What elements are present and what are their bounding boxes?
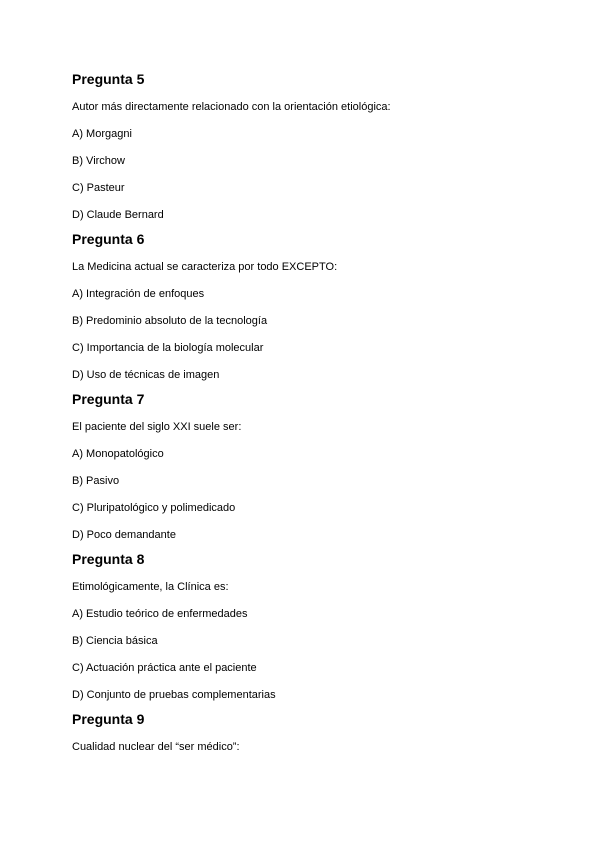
question-title: Pregunta 8 bbox=[72, 551, 145, 567]
answer-option-b: B) Virchow bbox=[72, 155, 125, 167]
question-text: La Medicina actual se caracteriza por todo EXCEPTO: bbox=[72, 261, 338, 273]
answer-option-c: C) Actuación práctica ante el paciente bbox=[72, 662, 257, 674]
answer-option-a: A) Estudio teórico de enfermedades bbox=[72, 608, 248, 620]
answer-option-b: B) Ciencia básica bbox=[72, 635, 158, 647]
question-title: Pregunta 5 bbox=[72, 71, 145, 87]
question-9 bbox=[72, 710, 542, 754]
question-text: El paciente del siglo XXI suele ser: bbox=[72, 421, 242, 433]
answer-option-a: A) Monopatológico bbox=[72, 448, 164, 460]
question-7 bbox=[72, 390, 542, 542]
answer-option-a: A) Integración de enfoques bbox=[72, 288, 205, 300]
question-8 bbox=[72, 550, 542, 702]
question-text: Autor más directamente relacionado con la orientación etiológica: bbox=[72, 101, 391, 113]
question-5 bbox=[72, 70, 542, 222]
answer-option-b: B) Pasivo bbox=[72, 475, 120, 487]
question-text: Etimológicamente, la Clínica es: bbox=[72, 581, 229, 593]
answer-option-c: C) Pluripatológico y polimedicado bbox=[72, 502, 236, 514]
question-6 bbox=[72, 230, 542, 382]
question-text: Cualidad nuclear del “ser médico”: bbox=[72, 741, 240, 753]
question-title: Pregunta 6 bbox=[72, 231, 145, 247]
document-page bbox=[72, 70, 542, 767]
question-title: Pregunta 9 bbox=[72, 711, 145, 727]
answer-option-d: D) Claude Bernard bbox=[72, 209, 164, 221]
answer-option-d: D) Uso de técnicas de imagen bbox=[72, 369, 220, 381]
answer-option-d: D) Poco demandante bbox=[72, 529, 176, 541]
answer-option-c: C) Pasteur bbox=[72, 182, 125, 194]
question-title: Pregunta 7 bbox=[72, 391, 145, 407]
answer-option-d: D) Conjunto de pruebas complementarias bbox=[72, 689, 276, 701]
answer-option-b: B) Predominio absoluto de la tecnología bbox=[72, 315, 268, 327]
answer-option-a: A) Morgagni bbox=[72, 128, 132, 140]
answer-option-c: C) Importancia de la biología molecular bbox=[72, 342, 264, 354]
